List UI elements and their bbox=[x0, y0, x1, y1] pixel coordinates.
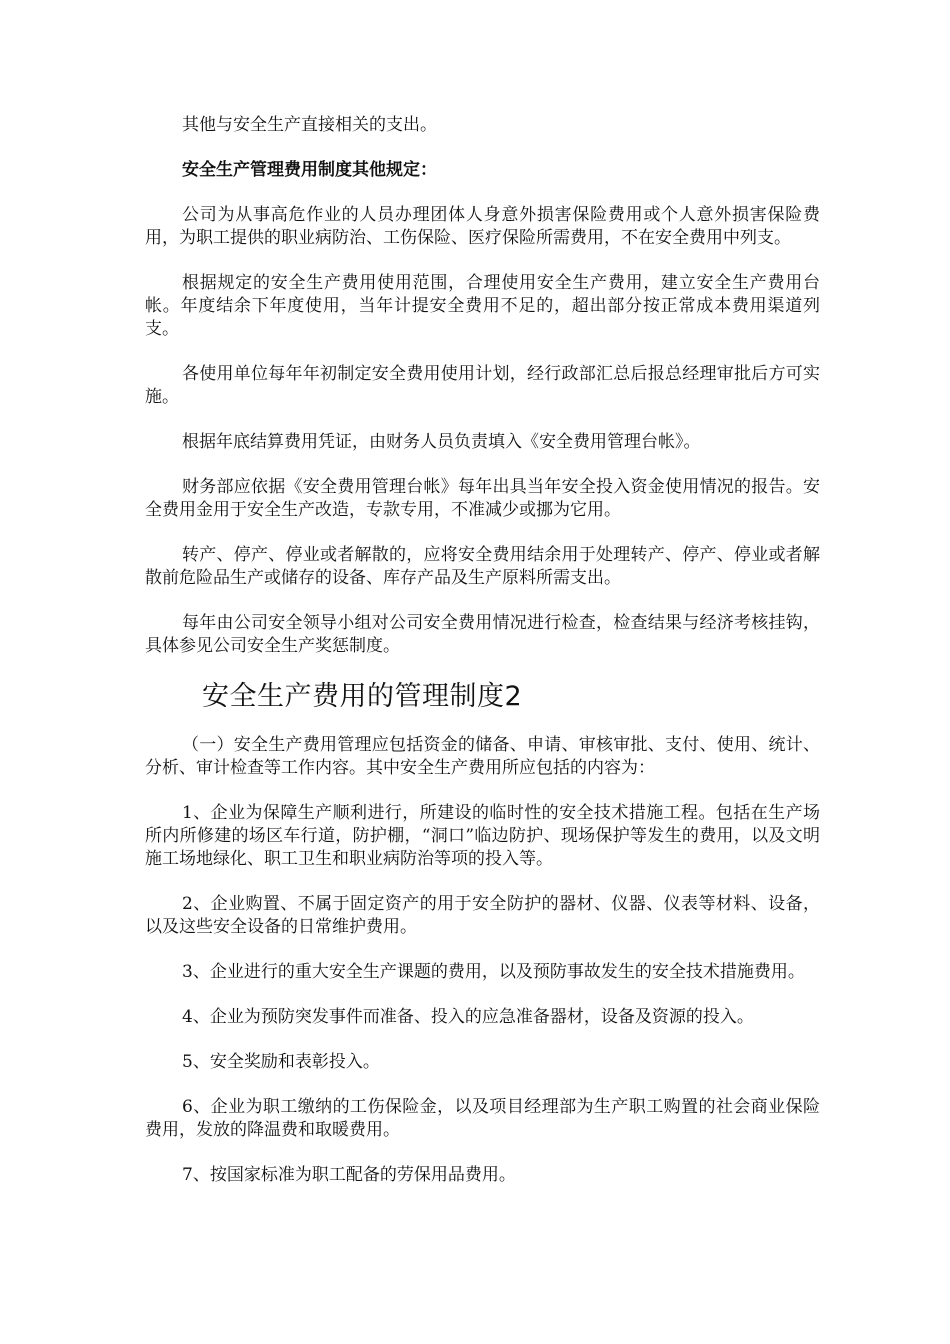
list-item: 2、企业购置、不属于固定资产的用于安全防护的器材、仪器、仪表等材料、设备，以及这些安全设备的日常维护费用。 bbox=[145, 894, 820, 937]
list-item: 5、安全奖励和表彰投入。 bbox=[182, 1052, 380, 1072]
paragraph: 根据规定的安全生产费用使用范围，合理使用安全生产费用，建立安全生产费用台帐。年度结余下年度使用，当年计提安全费用不足的，超出部分按正常成本费用渠道列支。 bbox=[145, 273, 820, 339]
list-item: 7、按国家标准为职工配备的劳保用品费用。 bbox=[182, 1165, 516, 1185]
section-2 bbox=[145, 680, 820, 1187]
section-heading: 安全生产费用的管理制度2 bbox=[202, 681, 523, 712]
list-item: 3、企业进行的重大安全生产课题的费用，以及预防事故发生的安全技术措施费用。 bbox=[182, 962, 805, 982]
paragraph: 每年由公司安全领导小组对公司安全费用情况进行检查，检查结果与经济考核挂钩，具体参见公司安全生产奖惩制度。 bbox=[145, 613, 820, 656]
paragraph: 其他与安全生产直接相关的支出。 bbox=[182, 115, 437, 135]
document-body bbox=[145, 114, 820, 1209]
paragraph: （一）安全生产费用管理应包括资金的储备、申请、审核审批、支付、使用、统计、分析、审计检查等工作内容。其中安全生产费用所应包括的内容为： bbox=[145, 735, 820, 778]
paragraph: 财务部应依据《安全费用管理台帐》每年出具当年安全投入资金使用情况的报告。安全费用金用于安全生产改造，专款专用，不准减少或挪为它用。 bbox=[145, 477, 820, 520]
paragraph: 各使用单位每年年初制定安全费用使用计划，经行政部汇总后报总经理审批后方可实施。 bbox=[145, 364, 820, 407]
paragraph: 公司为从事高危作业的人员办理团体人身意外损害保险费用或个人意外损害保险费用，为职工提供的职业病防治、工伤保险、医疗保险所需费用，不在安全费用中列支。 bbox=[145, 205, 820, 248]
paragraph: 转产、停产、停业或者解散的，应将安全费用结余用于处理转产、停产、停业或者解散前危险品生产或储存的设备、库存产品及生产原料所需支出。 bbox=[145, 545, 820, 588]
subheading: 安全生产管理费用制度其他规定： bbox=[182, 160, 437, 180]
list-item: 4、企业为预防突发事件而准备、投入的应急准备器材，设备及资源的投入。 bbox=[182, 1007, 754, 1027]
section-1 bbox=[145, 114, 820, 658]
list-item: 6、企业为职工缴纳的工伤保险金，以及项目经理部为生产职工购置的社会商业保险费用，发放的降温费和取暖费用。 bbox=[145, 1097, 820, 1140]
paragraph: 根据年底结算费用凭证，由财务人员负责填入《安全费用管理台帐》。 bbox=[182, 432, 701, 452]
list-item: 1、企业为保障生产顺利进行，所建设的临时性的安全技术措施工程。包括在生产场所内所修建的场区车行道，防护棚，“洞口”临边防护、现场保护等发生的费用，以及文明施工场地绿化、职工卫生和职业病防治等项的投入等。 bbox=[145, 803, 820, 869]
